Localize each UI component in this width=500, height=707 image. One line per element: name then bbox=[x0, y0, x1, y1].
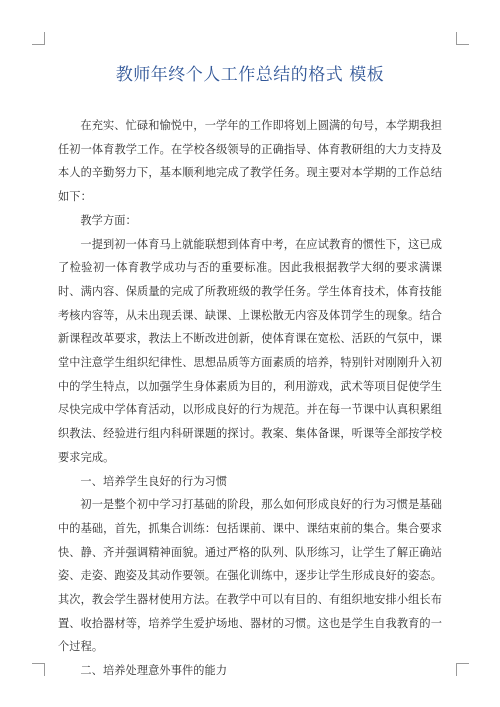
section-heading-accidents: 二、培养处理意外事件的能力 bbox=[80, 664, 228, 678]
habits-paragraph: 初一是整个初中学习打基础的阶段，那么如何形成良好的行为习惯是基础中的基础，首先，抓集合训练：包括课前、课中、课结束前的集合。集合要求快、静、齐并强调精神面貌。通过严格的队列、队形练习，让学生了解正确站姿、走姿、跑姿及其动作要领。在强化训练中，逐步让学生形成良好的姿态。其次，教会学生器材使用方法。在教学中可以有目的、有组织地安排小组长布置、收拾器材等，培养学生爱护场地、器材的习惯。这也是学生自我教育的一个过程。 bbox=[58, 498, 442, 654]
document-title: 教师年终个人工作总结的格式 模板 bbox=[115, 65, 385, 85]
intro-paragraph: 在充实、忙碌和愉悦中，一学年的工作即将划上圆满的句号，本学期我担任初一体育教学工作。在学校各级领导的正确指导、体育教研组的大力支持及本人的辛勤努力下，基本顺利地完成了教学任务。现主要对本学期的工作总结如下： bbox=[58, 119, 442, 204]
crop-mark-top-right bbox=[456, 32, 469, 45]
crop-mark-top-left bbox=[32, 32, 45, 45]
teaching-paragraph: 一提到初一体育马上就能联想到体育中考，在应试教育的惯性下，这已成了检验初一体育教学成功与否的重要标准。因此我根据教学大纲的要求满课时、满内容、保质量的完成了所教班级的教学任务。学生体育技术，体育技能考核内容等，从未出现丢课、缺课、上课松散无内容及体罚学生的现象。结合新课程改革要求，教法上不断改进创新，使体育课在宽松、活跃的气氛中，课堂中注意学生组织纪律性、思想品质等方面素质的培养，特别针对刚刚升入初中的学生特点，以加强学生身体素质为目的，利用游戏，武术等项目促使学生尽快完成中学体育活动，以形成良好的行为规范。并在每一节课中认真积累组织教法、经验进行组内科研课题的探讨。教案、集体备课，听课等全部按学校要求完成。 bbox=[58, 237, 442, 464]
crop-mark-bottom-right bbox=[456, 663, 469, 676]
document-page bbox=[58, 62, 442, 683]
section-heading-habits: 一、培养学生良好的行为习惯 bbox=[80, 474, 228, 488]
crop-mark-bottom-left bbox=[32, 663, 45, 676]
section-heading-teaching: 教学方面： bbox=[80, 213, 137, 227]
